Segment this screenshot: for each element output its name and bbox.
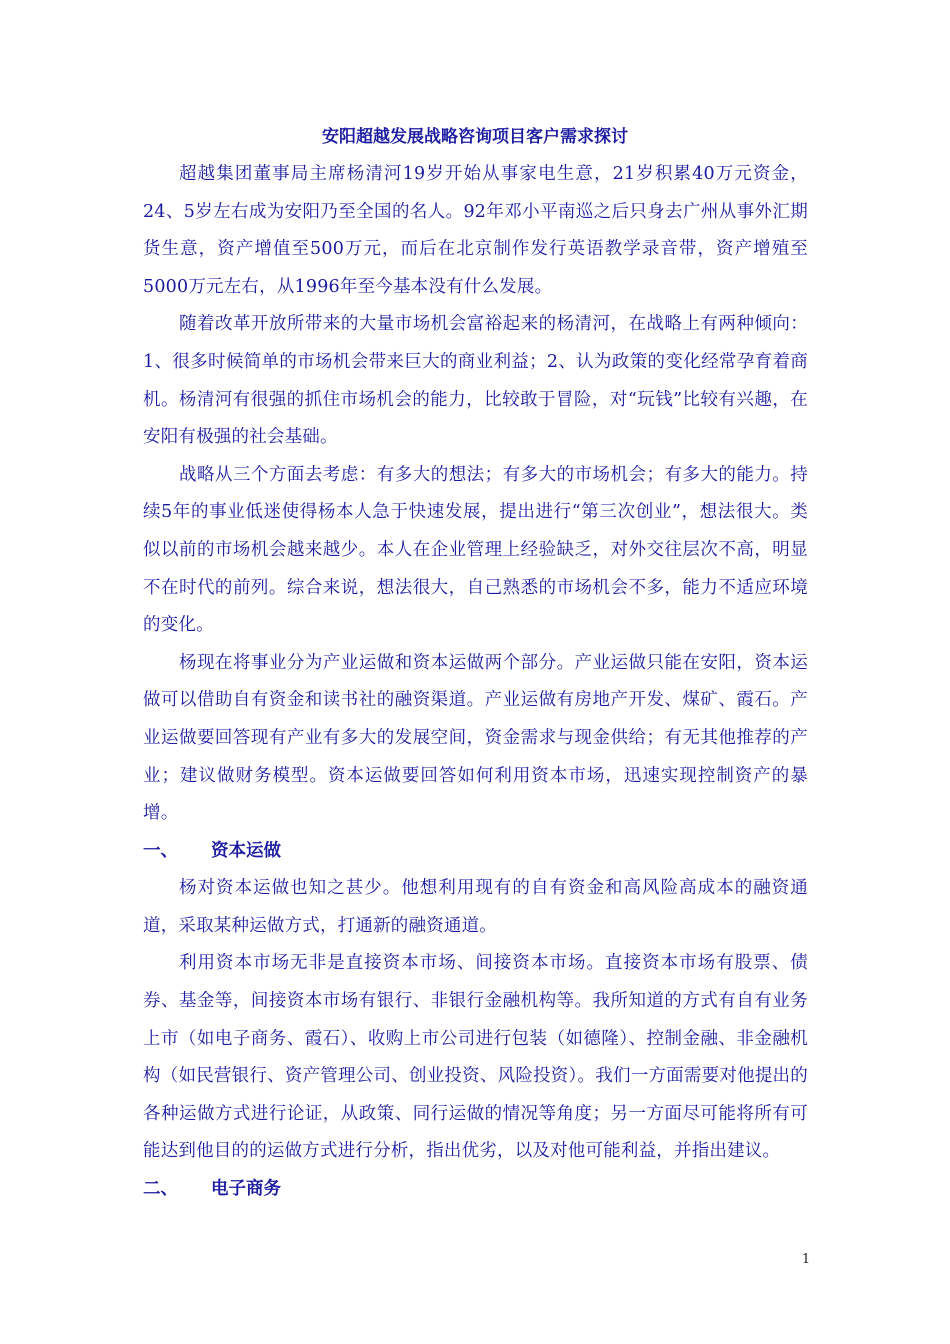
paragraph-strategic-tendencies: 随着改革开放所带来的大量市场机会富裕起来的杨清河，在战略上有两种倾向：1、很多时候简单的市场机会带来巨大的商业利益；2、认为政策的变化经常孕育着商机。杨清河有很强的抓住市场机会的能力，比较敢于冒险，对“玩钱”比较有兴趣，在安阳有极强的社会基础。	[143, 314, 808, 448]
section-number: 二、	[143, 1179, 178, 1200]
section-heading-capital-operation	[143, 833, 808, 871]
paragraph-strategy-considerations: 战略从三个方面去考虑：有多大的想法；有多大的市场机会；有多大的能力。持续5年的事业低迷使得杨本人急于快速发展，提出进行“第三次创业”，想法很大。类似以前的市场机会越来越少。本人在企业管理上经验缺乏，对外交往层次不高，明显不在时代的前列。综合来说，想法很大，自己熟悉的市场机会不多，能力不适应环境的变化。	[143, 464, 808, 636]
section-heading-e-commerce	[143, 1171, 808, 1209]
paragraph-capital-market-methods: 利用资本市场无非是直接资本市场、间接资本市场。直接资本市场有股票、债券、基金等，间接资本市场有银行、非银行金融机构等。我所知道的方式有自有业务上市（如电子商务、霞石）、收购上市公司进行包装（如德隆）、控制金融、非金融机构（如民营银行、资产管理公司、创业投资、风险投资）。我们一方面需要对他提出的各种运做方式进行论证，从政策、同行运做的情况等角度；另一方面尽可能将所有可能达到他目的的运做方式进行分析，指出优劣，以及对他可能利益，并指出建议。	[143, 953, 808, 1162]
paragraph-background: 超越集团董事局主席杨清河19岁开始从事家电生意，21岁积累40万元资金，24、5岁左右成为安阳乃至全国的名人。92年邓小平南巡之后只身去广州从事外汇期货生意，资产增值至500万元，而后在北京制作发行英语教学录音带，资产增殖至5000万元左右，从1996年至今基本没有什么发展。	[143, 164, 808, 297]
paragraph-business-division: 杨现在将事业分为产业运做和资本运做两个部分。产业运做只能在安阳，资本运做可以借助自有资金和读书社的融资渠道。产业运做有房地产开发、煤矿、霞石。产业运做要回答现有产业有多大的发展空间，资金需求与现金供给；有无其他推荐的产业；建议做财务模型。资本运做要回答如何利用资本市场，迅速实现控制资产的暴增。	[143, 652, 808, 824]
section-title: 电子商务	[211, 1179, 281, 1200]
document-body	[143, 156, 808, 1209]
document-title: 安阳超越发展战略咨询项目客户需求探讨	[322, 127, 628, 147]
paragraph-capital-knowledge: 杨对资本运做也知之甚少。他想利用现有的自有资金和高风险高成本的融资通道，采取某种运做方式，打通新的融资通道。	[143, 878, 808, 936]
page-number: 1	[801, 1252, 811, 1267]
section-number: 一、	[143, 840, 178, 861]
section-title: 资本运做	[211, 840, 281, 861]
